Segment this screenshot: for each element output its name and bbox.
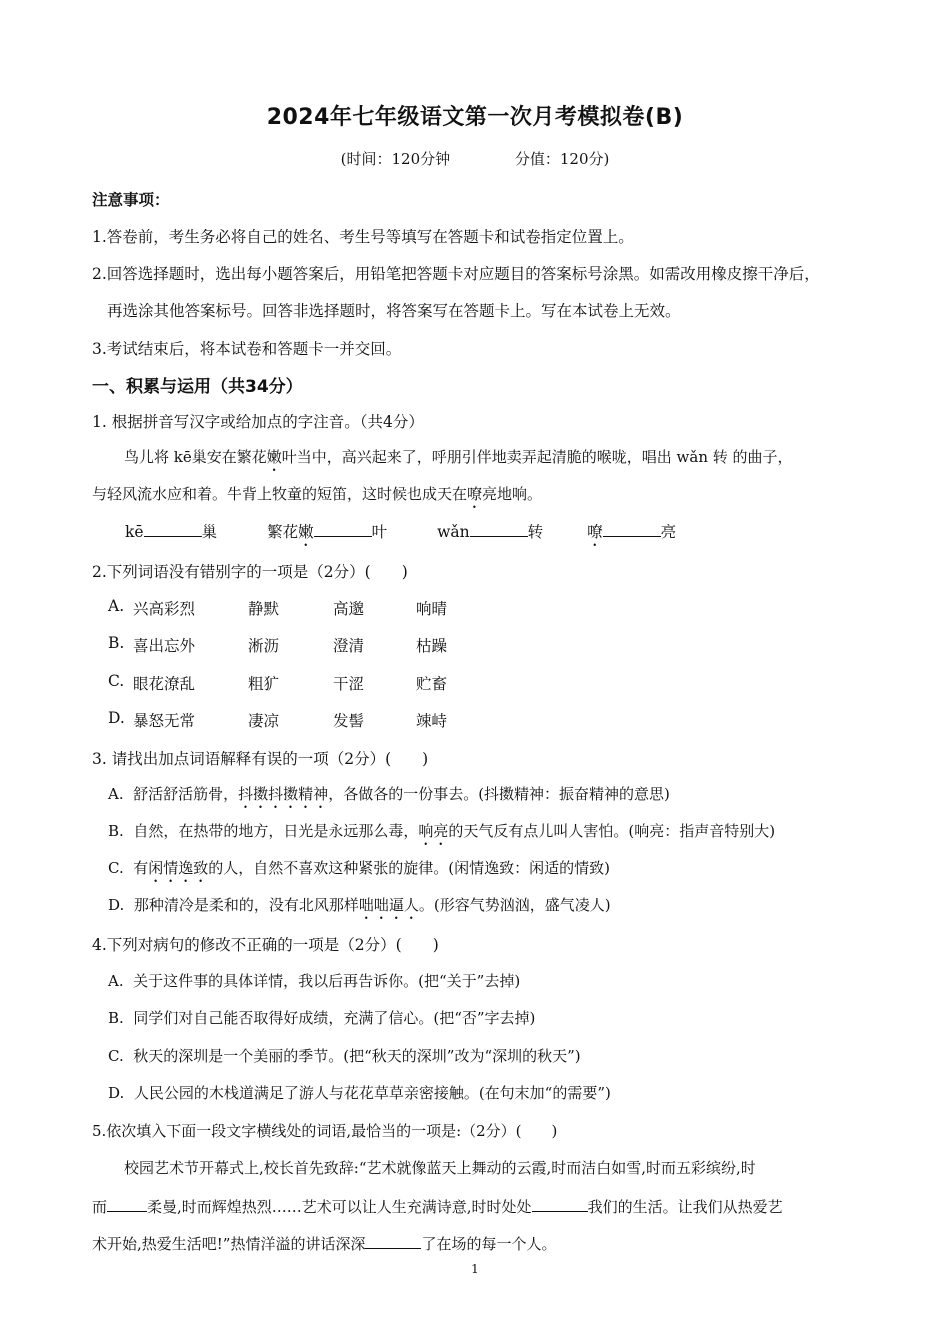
section-heading: 一、积累与运用（共34分） [92, 377, 303, 397]
answer-blank[interactable] [532, 1195, 588, 1212]
q5-passage-line-3 [92, 1232, 556, 1254]
q1-passage-text: 与轻风流水应和着。牛背上牧童的短笛，这时候也成天在 [92, 485, 468, 503]
score-info: 分值：120分) [514, 150, 610, 168]
notice-item-3: 3.考试结束后，将本试卷和答题卡一并交回。 [92, 340, 402, 358]
q1-dotted-char: 嫩 [266, 448, 282, 466]
option-label: A. [108, 972, 124, 990]
option-text: 舒活舒活筋骨， [133, 785, 239, 803]
notice-item-2-line-2: 再选涂其他答案标号。回答非选择题时，将答案写在答题卡上。写在本试卷上无效。 [107, 302, 681, 320]
q1-passage-line-2 [92, 483, 542, 512]
q1-passage-text: 叶当中，高兴起来了，呼朋引伴地卖弄起清脆的喉咙，唱出 wǎn 转 的曲子， [281, 448, 793, 466]
dotted-phrase: 咄咄逼人 [358, 896, 419, 914]
q4-option-c[interactable] [108, 1045, 581, 1066]
answer-blank[interactable] [365, 1232, 421, 1249]
option-word: 静默 [248, 600, 280, 618]
q2-stem: 2.下列词语没有错别字的一项是（2分）( ) [92, 563, 408, 581]
q5-passage-text: 我们的生活。让我们从热爱艺 [587, 1198, 783, 1216]
option-word: 暴怒无常 [133, 712, 196, 730]
option-label: D. [108, 1084, 125, 1102]
option-word: 枯躁 [416, 637, 448, 655]
q5-passage-text: 术开始,热爱生活吧!”热情洋溢的讲话深深 [92, 1235, 366, 1253]
q4-option-b[interactable] [108, 1007, 535, 1028]
q1-char: 亮 [660, 523, 677, 541]
answer-blank[interactable] [107, 1195, 147, 1212]
option-label: D. [108, 896, 125, 914]
q5-passage-text: 而 [92, 1198, 108, 1216]
option-word: 粗犷 [248, 675, 280, 693]
option-word: 凄凉 [248, 712, 280, 730]
q3-stem: 3. 请找出加点词语解释有误的一项（2分）( ) [92, 750, 429, 768]
option-word: 高邈 [333, 600, 365, 618]
option-word: 澄清 [333, 637, 365, 655]
q5-passage-text: 柔曼,时而辉煌热烈……艺术可以让人生充满诗意,时时处处 [147, 1198, 532, 1216]
notice-item-2-line-1: 2.回答选择题时，选出每小题答案后，用铅笔把答题卡对应题目的答案标号涂黑。如需改用橡皮擦干净后， [92, 265, 820, 283]
q5-stem: 5.依次填入下面一段文字横线处的词语,最恰当的一项是:（2分）( ) [92, 1122, 558, 1140]
q1-passage-text: 亮地响。 [482, 485, 543, 503]
option-word: 喜出忘外 [133, 637, 196, 655]
answer-blank[interactable] [314, 520, 372, 537]
option-word: 干涩 [333, 675, 365, 693]
notice-heading: 注意事项： [92, 190, 170, 209]
option-word: 贮畜 [416, 675, 448, 693]
q3-option-b[interactable] [108, 820, 775, 849]
option-word: 响晴 [416, 600, 448, 618]
option-text: ，各做各的一份事去。(抖擞精神：振奋精神的意思) [328, 785, 670, 803]
option-text: 关于这件事的具体详情，我以后再告诉你。(把“关于”去掉) [133, 972, 521, 990]
q1-passage-text: 鸟儿将 kē巢安在繁花 [124, 448, 267, 466]
option-text: 有 [133, 859, 149, 877]
q1-pinyin: kē [125, 523, 144, 541]
answer-blank[interactable] [470, 520, 528, 537]
option-label: C. [108, 1047, 124, 1065]
page-number: 1 [471, 1262, 479, 1276]
q3-option-c[interactable] [108, 857, 610, 886]
notice-item-1: 1.答卷前，考生务必将自己的姓名、考生号等填写在答题卡和试卷指定位置上。 [92, 228, 634, 246]
option-label: C. [108, 859, 124, 877]
dotted-phrase: 闲情逸致 [148, 859, 209, 877]
q1-dotted-char: 嘹 [587, 523, 603, 541]
answer-blank[interactable] [603, 520, 661, 537]
q1-char: 繁花 [267, 523, 299, 541]
q5-passage-line-1: 校园艺术节开幕式上,校长首先致辞:“艺术就像蓝天上舞动的云霞,时而洁白如雪,时而五彩缤纷,时 [124, 1159, 756, 1177]
option-word: 发髻 [333, 712, 365, 730]
q1-char: 转 [527, 523, 544, 541]
option-word: 兴高彩烈 [133, 600, 196, 618]
option-word: 淅沥 [248, 637, 280, 655]
q1-pinyin: wǎn [437, 523, 470, 541]
option-label: A. [108, 785, 124, 803]
option-text: 那种清冷是柔和的，没有北风那样 [133, 896, 359, 914]
q3-option-d[interactable] [108, 894, 611, 923]
option-label: B. [108, 1009, 124, 1027]
option-text: 秋天的深圳是一个美丽的季节。(把“秋天的深圳”改为“深圳的秋天”) [133, 1047, 581, 1065]
option-label[interactable]: C. [108, 672, 125, 690]
option-label[interactable]: B. [108, 634, 125, 652]
q1-stem: 1. 根据拼音写汉字或给加点的字注音。（共4分） [92, 413, 424, 431]
q5-passage-line-2 [92, 1195, 783, 1217]
option-text: 同学们对自己能否取得好成绩，充满了信心。(把“否”字去掉) [133, 1009, 536, 1027]
option-label[interactable]: D. [108, 709, 125, 727]
q3-option-a[interactable] [108, 783, 670, 812]
q1-passage-line-1 [124, 446, 793, 475]
dotted-phrase: 抖擞抖擞精神 [238, 785, 329, 803]
time-info: (时间：120分钟 [340, 150, 451, 168]
q1-dotted-char: 嘹 [467, 485, 483, 503]
exam-subtitle [0, 148, 950, 169]
q5-passage-text: 了在场的每一个人。 [421, 1235, 557, 1253]
option-word: 竦峙 [416, 712, 448, 730]
q1-char: 叶 [371, 523, 388, 541]
option-text: 人民公园的木栈道满足了游人与花花草草亲密接触。(在句末加“的需要”) [133, 1084, 611, 1102]
option-label: B. [108, 822, 124, 840]
q1-fill-blanks [125, 520, 676, 550]
option-label[interactable]: A. [108, 597, 125, 615]
q4-option-a[interactable] [108, 970, 520, 991]
q4-stem: 4.下列对病句的修改不正确的一项是（2分）( ) [92, 936, 439, 954]
option-text: 的天气反有点儿叫人害怕。(响亮：指声音特别大) [448, 822, 776, 840]
q1-dotted-char: 嫩 [298, 523, 314, 541]
option-word: 眼花潦乱 [133, 675, 196, 693]
option-text: 的人，自然不喜欢这种紧张的旋律。(闲情逸致：闲适的情致) [208, 859, 611, 877]
option-text: 自然，在热带的地方，日光是永远那么毒， [133, 822, 419, 840]
q1-char: 巢 [201, 523, 218, 541]
answer-blank[interactable] [144, 520, 202, 537]
dotted-phrase: 响亮 [418, 822, 449, 840]
option-text: 。(形容气势汹汹，盛气凌人) [418, 896, 611, 914]
exam-title: 2024年七年级语文第一次月考模拟卷(B) [266, 105, 684, 130]
q4-option-d[interactable] [108, 1082, 611, 1103]
